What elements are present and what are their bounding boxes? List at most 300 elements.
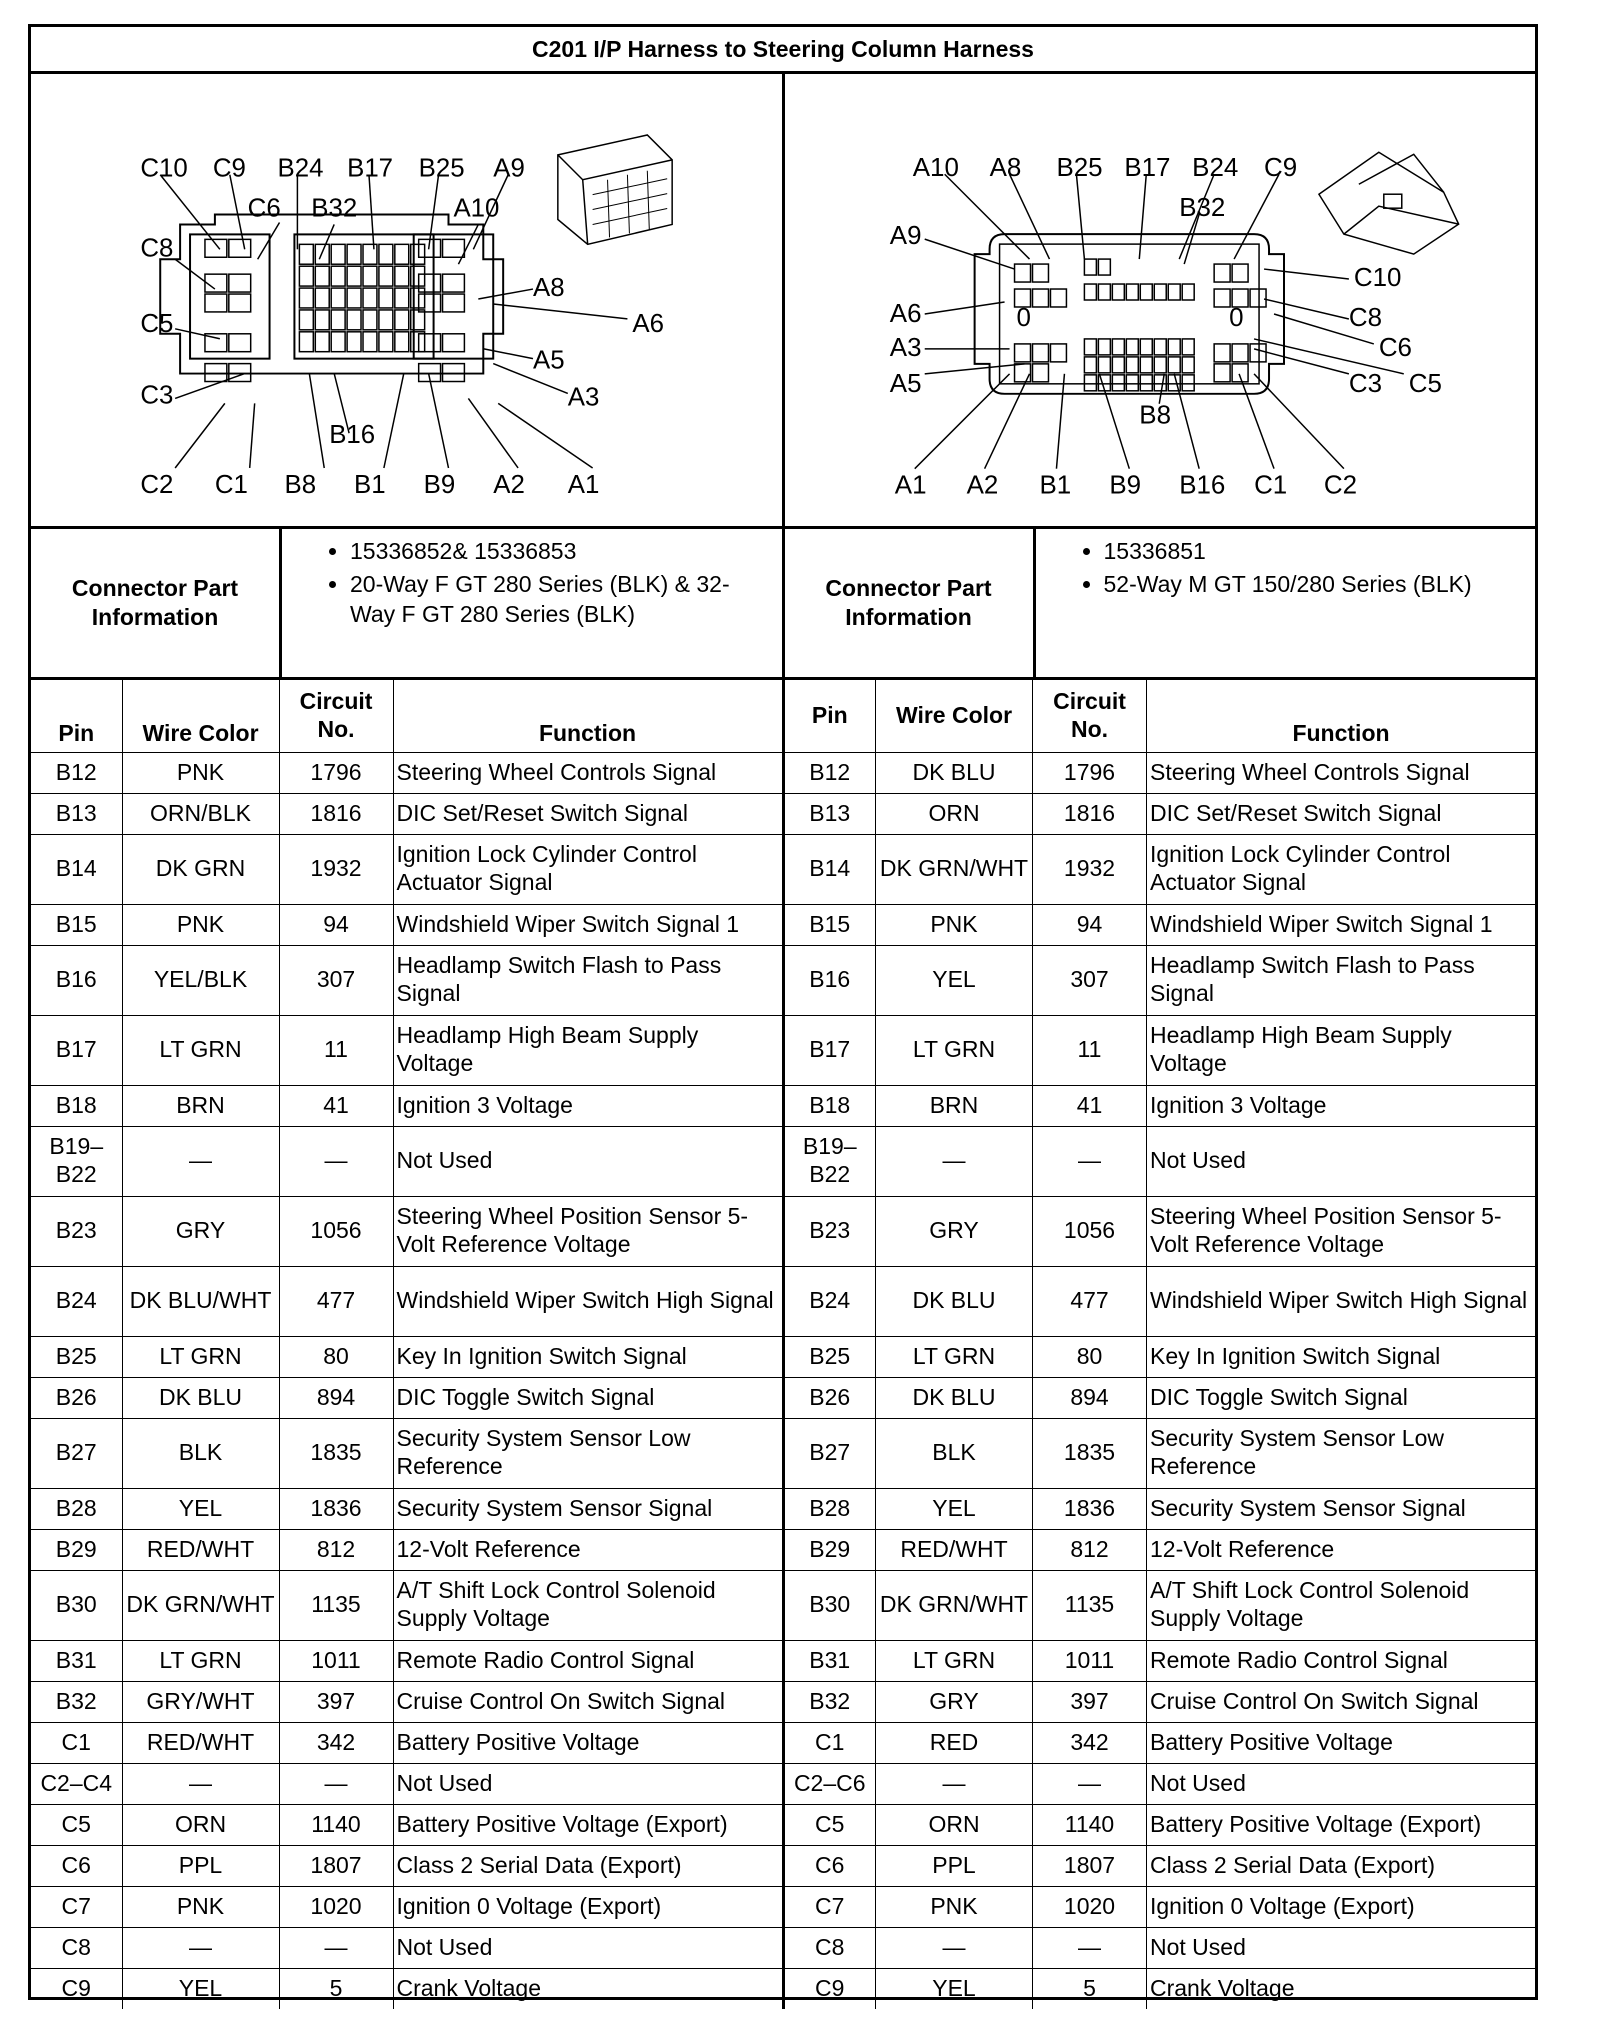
circuit-cell: 94: [1033, 904, 1147, 945]
function-cell: Windshield Wiper Switch Signal 1: [1147, 904, 1536, 945]
circuit-cell: 1807: [279, 1845, 393, 1886]
pin-cell: B24: [785, 1266, 876, 1336]
connector-cavity: [205, 294, 227, 312]
wire-color-cell: LT GRN: [122, 1336, 279, 1377]
diagram-marking: 0: [1228, 303, 1244, 332]
circuit-cell: 342: [279, 1722, 393, 1763]
wire-color-cell: GRY: [876, 1681, 1033, 1722]
wire-color-cell: BLK: [122, 1418, 279, 1488]
diagram-marking: 0: [1016, 303, 1031, 332]
table-row: [785, 1085, 1536, 1126]
function-cell: Security System Sensor Low Reference: [1147, 1418, 1536, 1488]
function-cell: Battery Positive Voltage: [393, 1722, 782, 1763]
connector-cavity: [443, 239, 465, 257]
pin-cell: B15: [785, 904, 876, 945]
column-header: Wire Color: [122, 680, 279, 752]
function-cell: Headlamp High Beam Supply Voltage: [393, 1015, 782, 1085]
right-pinout-table: [785, 680, 1536, 2009]
wire-color-cell: PNK: [122, 1886, 279, 1927]
connector-cavity: [1126, 357, 1138, 373]
circuit-cell: 477: [279, 1266, 393, 1336]
wire-color-cell: PPL: [122, 1845, 279, 1886]
connector-cavity: [205, 239, 227, 257]
pin-cell: B28: [31, 1488, 122, 1529]
function-cell: Cruise Control On Switch Signal: [393, 1681, 782, 1722]
circuit-cell: 1932: [1033, 834, 1147, 904]
function-cell: Ignition 3 Voltage: [1147, 1085, 1536, 1126]
connector-cavity: [1032, 344, 1048, 362]
diagram-label: C5: [1408, 369, 1442, 398]
pin-cell: B27: [785, 1418, 876, 1488]
table-row: [31, 1968, 782, 2009]
table-row: [31, 1488, 782, 1529]
connector-cavity: [1084, 375, 1096, 391]
connector-cavity: [379, 244, 393, 264]
diagram-label: C3: [1348, 369, 1382, 398]
function-cell: Not Used: [393, 1126, 782, 1196]
table-row: [31, 752, 782, 793]
connector-cavity: [331, 332, 345, 352]
connector-cavity: [1112, 339, 1124, 355]
connector-cavity: [419, 274, 441, 292]
connector-cavity: [1250, 344, 1266, 362]
pin-cell: B23: [31, 1196, 122, 1266]
function-cell: Security System Sensor Low Reference: [393, 1418, 782, 1488]
pin-cell: B12: [785, 752, 876, 793]
diagram-label: C2: [140, 470, 174, 499]
connector-cavity: [395, 266, 409, 286]
function-cell: Not Used: [393, 1927, 782, 1968]
function-cell: Battery Positive Voltage (Export): [1147, 1804, 1536, 1845]
diagram-label: B9: [423, 470, 456, 499]
connector-cavity: [1126, 284, 1138, 300]
function-cell: DIC Set/Reset Switch Signal: [1147, 793, 1536, 834]
pin-cell: B15: [31, 904, 122, 945]
diagram-label: C1: [214, 470, 248, 499]
table-row: [785, 1640, 1536, 1681]
wire-color-cell: LT GRN: [122, 1015, 279, 1085]
wire-color-cell: ORN: [876, 793, 1033, 834]
circuit-cell: 1135: [279, 1570, 393, 1640]
table-row: [785, 1886, 1536, 1927]
function-cell: DIC Toggle Switch Signal: [1147, 1377, 1536, 1418]
table-row: [31, 1681, 782, 1722]
function-cell: Not Used: [1147, 1927, 1536, 1968]
connector-cavity: [1098, 339, 1110, 355]
connector-cavity: [1140, 357, 1152, 373]
pin-cell: B13: [785, 793, 876, 834]
connector-cavity: [1182, 339, 1194, 355]
connector-cavity: [1112, 284, 1124, 300]
function-cell: Not Used: [393, 1763, 782, 1804]
diagram-label: B24: [277, 154, 324, 183]
part-info-item: • 20-Way F GT 280 Series (BLK) & 32-Way F GT 280 Series (BLK): [350, 570, 772, 629]
pin-cell: C9: [785, 1968, 876, 2009]
table-row: [31, 1015, 782, 1085]
table-row: [31, 1266, 782, 1336]
diagram-label: A8: [532, 274, 565, 303]
column-header: Wire Color: [876, 680, 1033, 752]
connector-cavity: [1098, 259, 1110, 275]
wire-color-cell: YEL: [122, 1968, 279, 2009]
circuit-cell: 1796: [279, 752, 393, 793]
table-row: [31, 1804, 782, 1845]
diagram-label: A9: [493, 154, 525, 183]
connector-cavity: [1182, 357, 1194, 373]
connector-part-info: [31, 529, 1535, 680]
wire-color-cell: PNK: [122, 752, 279, 793]
part-info-header: Connector Part Information: [785, 529, 1036, 677]
pin-cell: B19–B22: [785, 1126, 876, 1196]
table-row: [31, 945, 782, 1015]
connector-thumbnail-icon: [1318, 152, 1458, 254]
function-cell: Battery Positive Voltage: [1147, 1722, 1536, 1763]
function-cell: Ignition 3 Voltage: [393, 1085, 782, 1126]
connector-cavity: [347, 310, 361, 330]
circuit-cell: —: [279, 1763, 393, 1804]
table-row: [785, 1681, 1536, 1722]
wire-color-cell: GRY/WHT: [122, 1681, 279, 1722]
function-cell: DIC Toggle Switch Signal: [393, 1377, 782, 1418]
pin-cell: C6: [785, 1845, 876, 1886]
pin-cell: B23: [785, 1196, 876, 1266]
circuit-cell: 1056: [279, 1196, 393, 1266]
connector-cavity: [395, 244, 409, 264]
wire-color-cell: LT GRN: [122, 1640, 279, 1681]
connector-cavity: [1168, 357, 1180, 373]
connector-cavity: [1232, 264, 1248, 282]
pin-cell: B17: [31, 1015, 122, 1085]
connector-cavity: [299, 266, 313, 286]
pin-cell: B32: [31, 1681, 122, 1722]
function-cell: A/T Shift Lock Control Solenoid Supply Voltage: [1147, 1570, 1536, 1640]
diagram-label: B17: [347, 154, 394, 183]
table-row: [785, 1266, 1536, 1336]
pin-cell: B26: [785, 1377, 876, 1418]
circuit-cell: 94: [279, 904, 393, 945]
circuit-cell: 1020: [1033, 1886, 1147, 1927]
pin-cell: C7: [785, 1886, 876, 1927]
circuit-cell: —: [1033, 1126, 1147, 1196]
function-cell: A/T Shift Lock Control Solenoid Supply Voltage: [393, 1570, 782, 1640]
diagram-label: A10: [912, 154, 959, 183]
diagram-label: B25: [1055, 154, 1103, 183]
wire-color-cell: GRY: [122, 1196, 279, 1266]
circuit-cell: 80: [1033, 1336, 1147, 1377]
part-info-item: • 15336851: [1104, 537, 1526, 566]
function-cell: 12-Volt Reference: [1147, 1529, 1536, 1570]
column-header: Pin: [31, 680, 122, 752]
diagram-label: A1: [894, 471, 927, 500]
circuit-cell: 1011: [279, 1640, 393, 1681]
column-header: Circuit No.: [279, 680, 393, 752]
diagram-label: A2: [493, 470, 525, 499]
connector-cavity: [315, 332, 329, 352]
connector-cavity: [379, 332, 393, 352]
connector-cavity: [443, 294, 465, 312]
connector-cavity: [443, 334, 465, 352]
diagram-label: B24: [1191, 154, 1238, 183]
diagram-label: A1: [567, 470, 600, 499]
wire-color-cell: —: [876, 1927, 1033, 1968]
circuit-cell: —: [279, 1927, 393, 1968]
table-row: [785, 1927, 1536, 1968]
connector-cavity: [1154, 375, 1166, 391]
left-pinout: [31, 680, 785, 2009]
pin-cell: B25: [785, 1336, 876, 1377]
wire-color-cell: BLK: [876, 1418, 1033, 1488]
connector-cavity: [1014, 364, 1030, 382]
function-cell: Ignition 0 Voltage (Export): [393, 1886, 782, 1927]
circuit-cell: —: [1033, 1927, 1147, 1968]
circuit-cell: 307: [279, 945, 393, 1015]
wire-color-cell: RED/WHT: [122, 1529, 279, 1570]
connector-cavity: [331, 266, 345, 286]
connector-cavity: [1154, 357, 1166, 373]
circuit-cell: 1796: [1033, 752, 1147, 793]
circuit-cell: 1135: [1033, 1570, 1147, 1640]
connector-cavity: [1050, 289, 1066, 307]
function-cell: Windshield Wiper Switch High Signal: [393, 1266, 782, 1336]
circuit-cell: —: [1033, 1763, 1147, 1804]
table-row: [785, 1015, 1536, 1085]
diagram-label: C9: [1263, 154, 1297, 183]
function-cell: Ignition Lock Cylinder Control Actuator Signal: [393, 834, 782, 904]
table-row: [31, 1529, 782, 1570]
connector-cavity: [363, 288, 377, 308]
table-row: [31, 1085, 782, 1126]
circuit-cell: 812: [279, 1529, 393, 1570]
connector-cavity: [315, 288, 329, 308]
part-info-item: • 15336852& 15336853: [350, 537, 772, 566]
diagram-label: C9: [212, 154, 246, 183]
circuit-cell: 1932: [279, 834, 393, 904]
diagram-label: B9: [1108, 471, 1141, 500]
table-header-row: [785, 680, 1536, 752]
connector-cavity: [1084, 259, 1096, 275]
pin-cell: C2–C4: [31, 1763, 122, 1804]
connector-cavity: [1214, 344, 1230, 362]
connector-cavity: [1084, 284, 1096, 300]
table-row: [31, 1336, 782, 1377]
wire-color-cell: DK GRN/WHT: [876, 834, 1033, 904]
function-cell: Security System Sensor Signal: [393, 1488, 782, 1529]
diagram-label: A10: [453, 194, 500, 223]
table-row: [785, 1196, 1536, 1266]
connector-cavity: [395, 332, 409, 352]
pin-cell: B29: [785, 1529, 876, 1570]
connector-cavity: [347, 288, 361, 308]
circuit-cell: 11: [1033, 1015, 1147, 1085]
table-row: [785, 945, 1536, 1015]
wire-color-cell: ORN: [122, 1804, 279, 1845]
wire-color-cell: —: [876, 1126, 1033, 1196]
table-row: [785, 1488, 1536, 1529]
circuit-cell: 1140: [279, 1804, 393, 1845]
function-cell: Not Used: [1147, 1126, 1536, 1196]
circuit-cell: 1020: [279, 1886, 393, 1927]
diagram-label: C6: [247, 194, 281, 223]
function-cell: Key In Ignition Switch Signal: [1147, 1336, 1536, 1377]
connector-cavity: [1154, 339, 1166, 355]
connector-cavity: [395, 288, 409, 308]
wire-color-cell: PNK: [876, 904, 1033, 945]
connector-cavity: [379, 310, 393, 330]
connector-cavity: [1084, 339, 1096, 355]
circuit-cell: 1807: [1033, 1845, 1147, 1886]
connector-cavity: [443, 364, 465, 382]
table-row: [785, 1418, 1536, 1488]
table-row: [31, 834, 782, 904]
connector-cavity: [1214, 264, 1230, 282]
pin-cell: C1: [785, 1722, 876, 1763]
connector-cavity: [1014, 264, 1030, 282]
wire-color-cell: —: [122, 1927, 279, 1968]
connector-cavity: [1140, 284, 1152, 300]
connector-cavity: [1032, 264, 1048, 282]
table-row: [31, 1763, 782, 1804]
pin-cell: B31: [31, 1640, 122, 1681]
wire-color-cell: BRN: [122, 1085, 279, 1126]
pin-cell: B19–B22: [31, 1126, 122, 1196]
connector-cavity: [229, 274, 251, 292]
pin-cell: C9: [31, 1968, 122, 2009]
table-row: [785, 1570, 1536, 1640]
diagram-label: C1: [1253, 471, 1287, 500]
column-header: Function: [393, 680, 782, 752]
function-cell: Crank Voltage: [393, 1968, 782, 2009]
circuit-cell: 894: [279, 1377, 393, 1418]
pin-cell: C8: [785, 1927, 876, 1968]
pin-cell: B27: [31, 1418, 122, 1488]
pin-cell: C5: [785, 1804, 876, 1845]
function-cell: Steering Wheel Controls Signal: [393, 752, 782, 793]
diagram-label: C2: [1323, 471, 1357, 500]
pin-cell: C5: [31, 1804, 122, 1845]
diagram-label: B8: [1138, 401, 1171, 430]
wire-color-cell: —: [122, 1126, 279, 1196]
circuit-cell: 1816: [279, 793, 393, 834]
diagram-label: B16: [329, 421, 376, 450]
table-row: [31, 793, 782, 834]
wire-color-cell: YEL: [876, 1968, 1033, 2009]
circuit-cell: 342: [1033, 1722, 1147, 1763]
function-cell: Class 2 Serial Data (Export): [393, 1845, 782, 1886]
pin-cell: C7: [31, 1886, 122, 1927]
wire-color-cell: RED: [876, 1722, 1033, 1763]
connector-cavity: [299, 332, 313, 352]
table-row: [31, 904, 782, 945]
wire-color-cell: —: [122, 1763, 279, 1804]
table-row: [31, 1640, 782, 1681]
circuit-cell: 397: [1033, 1681, 1147, 1722]
function-cell: Ignition 0 Voltage (Export): [1147, 1886, 1536, 1927]
table-row: [31, 1845, 782, 1886]
circuit-cell: 41: [1033, 1085, 1147, 1126]
connector-cavity: [419, 334, 441, 352]
pin-cell: C6: [31, 1845, 122, 1886]
pin-cell: B30: [31, 1570, 122, 1640]
connector-cavity: [1214, 364, 1230, 382]
circuit-cell: 894: [1033, 1377, 1147, 1418]
circuit-cell: 1816: [1033, 793, 1147, 834]
pin-cell: B29: [31, 1529, 122, 1570]
diagram-label: B25: [418, 154, 465, 183]
pin-cell: B12: [31, 752, 122, 793]
circuit-cell: 11: [279, 1015, 393, 1085]
pin-cell: B18: [31, 1085, 122, 1126]
diagram-label: B17: [1123, 154, 1170, 183]
wire-color-cell: DK BLU: [876, 1377, 1033, 1418]
connector-cavity: [363, 310, 377, 330]
diagram-label: B32: [311, 194, 358, 223]
column-header: Circuit No.: [1033, 680, 1147, 752]
function-cell: 12-Volt Reference: [393, 1529, 782, 1570]
function-cell: Key In Ignition Switch Signal: [393, 1336, 782, 1377]
diagram-label: C10: [1353, 264, 1401, 293]
wire-color-cell: DK GRN: [122, 834, 279, 904]
wire-color-cell: YEL: [876, 945, 1033, 1015]
circuit-cell: 1140: [1033, 1804, 1147, 1845]
left-connector-drawing: [31, 74, 782, 526]
circuit-cell: 1836: [279, 1488, 393, 1529]
connector-cavity: [1098, 357, 1110, 373]
connector-cavity: [1250, 289, 1266, 307]
connector-cavity: [205, 274, 227, 292]
diagram-label: B1: [354, 470, 386, 499]
connector-cavity: [331, 244, 345, 264]
pin-cell: B28: [785, 1488, 876, 1529]
connector-cavity: [1050, 344, 1066, 362]
connector-cavity: [395, 310, 409, 330]
connector-cavity: [1126, 339, 1138, 355]
wire-color-cell: PNK: [122, 904, 279, 945]
diagram-label: A3: [567, 383, 600, 412]
function-cell: Not Used: [1147, 1763, 1536, 1804]
diagram-label: B16: [1178, 471, 1225, 500]
wire-color-cell: ORN/BLK: [122, 793, 279, 834]
connector-cavity: [1098, 284, 1110, 300]
wire-color-cell: ORN: [876, 1804, 1033, 1845]
connector-cavity: [1084, 357, 1096, 373]
wire-color-cell: LT GRN: [876, 1336, 1033, 1377]
connector-cavity: [1112, 357, 1124, 373]
wire-color-cell: LT GRN: [876, 1640, 1033, 1681]
wire-color-cell: DK BLU/WHT: [122, 1266, 279, 1336]
connector-cavity: [299, 310, 313, 330]
function-cell: Steering Wheel Position Sensor 5-Volt Reference Voltage: [1147, 1196, 1536, 1266]
table-row: [785, 1126, 1536, 1196]
pin-cell: C1: [31, 1722, 122, 1763]
wire-color-cell: BRN: [876, 1085, 1033, 1126]
diagram-label: B1: [1038, 471, 1071, 500]
column-header: Function: [1147, 680, 1536, 752]
pinout-tables: [31, 680, 1535, 2009]
function-cell: Cruise Control On Switch Signal: [1147, 1681, 1536, 1722]
pin-cell: B14: [785, 834, 876, 904]
table-row: [785, 1529, 1536, 1570]
table-row: [785, 1722, 1536, 1763]
diagram-label: C5: [140, 309, 174, 338]
connector-cavity: [205, 364, 227, 382]
function-cell: Steering Wheel Position Sensor 5-Volt Reference Voltage: [393, 1196, 782, 1266]
right-pinout: [785, 680, 1536, 2009]
connector-cavity: [347, 244, 361, 264]
function-cell: DIC Set/Reset Switch Signal: [393, 793, 782, 834]
connector-cavity: [363, 266, 377, 286]
pin-cell: B24: [31, 1266, 122, 1336]
connector-cavity: [331, 288, 345, 308]
